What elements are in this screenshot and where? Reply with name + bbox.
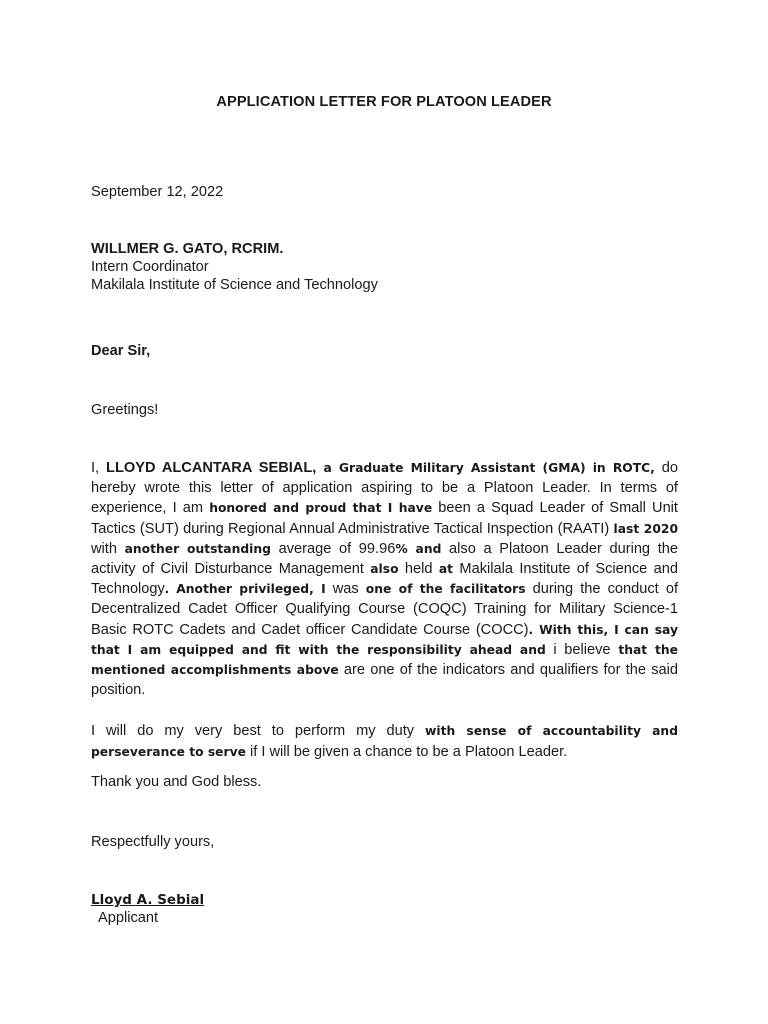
text-run-bold: that the mentioned accomplishments above (91, 642, 678, 678)
letter-date: September 12, 2022 (91, 184, 224, 200)
text-run: Makilala Institute of Science and Technology (91, 561, 678, 598)
addressee-position: Intern Coordinator (91, 259, 209, 275)
text-run: I will do my very best to perform my duty (91, 723, 426, 739)
text-run-bold: with sense of accountability and perseverance to serve (91, 724, 678, 759)
text-run-bold: Another privileged, I (168, 582, 326, 597)
letter-title: APPLICATION LETTER FOR PLATOON LEADER (216, 94, 552, 110)
signatory-role: Applicant (98, 910, 159, 926)
addressee-institution: Makilala Institute of Science and Technology (91, 277, 378, 293)
text-run: also a Platoon Leader during the activity of Civil Disturbance Management (91, 540, 678, 578)
text-run-bold: honored and proud that I have (209, 501, 433, 516)
text-run: been a Squad Leader of Small Unit Tactics (SUT) during Regional Annual Administrative Tactical Inspection (RAATI) (91, 500, 678, 537)
applicant-name-emphasis: LLOYD ALCANTARA SEBIAL, (106, 460, 317, 476)
salutation: Dear Sir, (91, 343, 151, 359)
text-run-bold: also (370, 562, 399, 577)
text-run: average of 99.96 (270, 540, 396, 557)
text-run-bold: % and (395, 541, 442, 556)
text-run-bold: a Graduate Military Assistant (GMA) in ROTC, (316, 461, 655, 475)
text-run: held (398, 561, 439, 578)
complimentary-closing: Respectfully yours, (91, 834, 215, 850)
text-run: with (91, 540, 125, 557)
text-run: if I will be given a chance to be a Platoon Leader. (245, 744, 568, 760)
greeting: Greetings! (91, 402, 159, 418)
text-run-bold: at (438, 562, 454, 577)
addressee-block (91, 240, 678, 294)
addressee-name: WILLMER G. GATO, RCRIM. (91, 241, 284, 257)
body-paragraph-experience (91, 458, 678, 700)
text-run-bold: last 2020 (613, 521, 679, 536)
text-run: i (545, 641, 565, 658)
text-run: are one of the indicators and qualifiers for the said position. (91, 662, 678, 699)
signature-block (91, 891, 678, 927)
signatory-name: Lloyd A. Sebial (91, 892, 205, 908)
text-run: during the conduct of Decentralized Cadet Officer Qualifying Course (COQC) Training for Military Science-1 Basic ROTC Cadets and Cadet officer Candidate Course (COCC) (91, 581, 678, 638)
text-run-bold: one of the facilitators (365, 582, 526, 597)
text-run: was (325, 581, 366, 598)
text-run-bold: another outstanding (124, 541, 271, 556)
text-run-bold: . With this, I can say that I am equipped and fit with the responsibility ahead and (91, 622, 678, 657)
body-paragraph-commitment (91, 721, 678, 763)
text-run-bold: . (164, 581, 169, 598)
text-run: I, (91, 460, 107, 476)
thanks-line: Thank you and God bless. (91, 774, 262, 790)
text-run: believe (564, 641, 611, 658)
text-run: do hereby wrote this letter of application aspiring to be a Platoon Leader. In terms of experience, I am (91, 460, 678, 517)
